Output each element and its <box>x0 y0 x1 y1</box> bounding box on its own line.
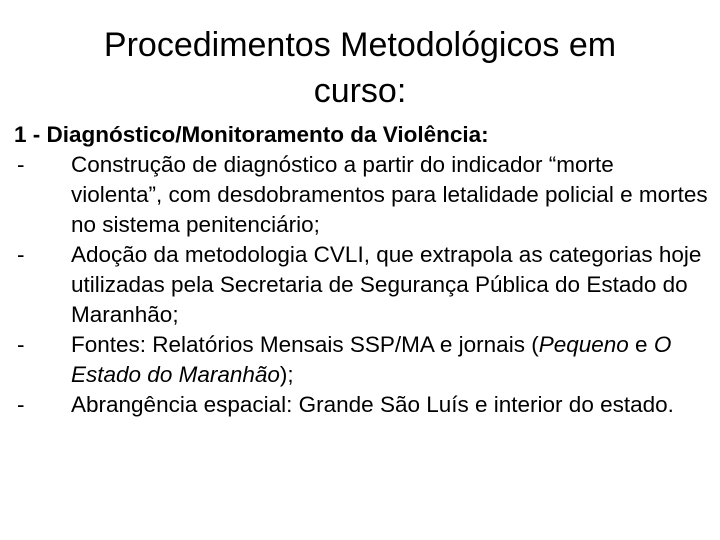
title-line-2: curso: <box>313 72 407 110</box>
section-heading: 1 - Diagnóstico/Monitoramento da Violência: <box>14 122 489 147</box>
bullet-text: Construção de diagnóstico a partir do indicador “morte violenta”, com desdobramentos para letalidade policial e mortes no sistema penitenciário; <box>71 152 708 237</box>
sources-text-middle: e <box>628 332 654 357</box>
slide-title <box>0 22 720 114</box>
bullet-dash: - <box>17 152 25 177</box>
title-line-1: Procedimentos Metodológicos em <box>103 26 617 64</box>
bullet-dash: - <box>17 392 25 417</box>
bullet-text: Adoção da metodologia CVLI, que extrapola as categorias hoje utilizadas pela Secretaria de Segurança Pública do Estado do Maranhão; <box>71 242 702 327</box>
slide-body <box>14 120 710 420</box>
sources-text-before: Fontes: Relatórios Mensais SSP/MA e jornais ( <box>71 332 539 357</box>
list-item <box>14 330 710 390</box>
list-item <box>14 390 710 420</box>
sources-text-after: ); <box>279 362 294 387</box>
newspaper-name-pequeno: Pequeno <box>538 332 629 357</box>
newspaper-name-estado-maranhao: O Estado do Maranhão <box>71 332 672 387</box>
bullet-text: Abrangência espacial: Grande São Luís e interior do estado. <box>71 392 674 417</box>
bullet-text <box>71 332 671 387</box>
list-item <box>14 150 710 240</box>
list-item <box>14 240 710 330</box>
bullet-dash: - <box>17 332 25 357</box>
bullet-list <box>14 150 710 420</box>
bullet-dash: - <box>17 242 25 267</box>
